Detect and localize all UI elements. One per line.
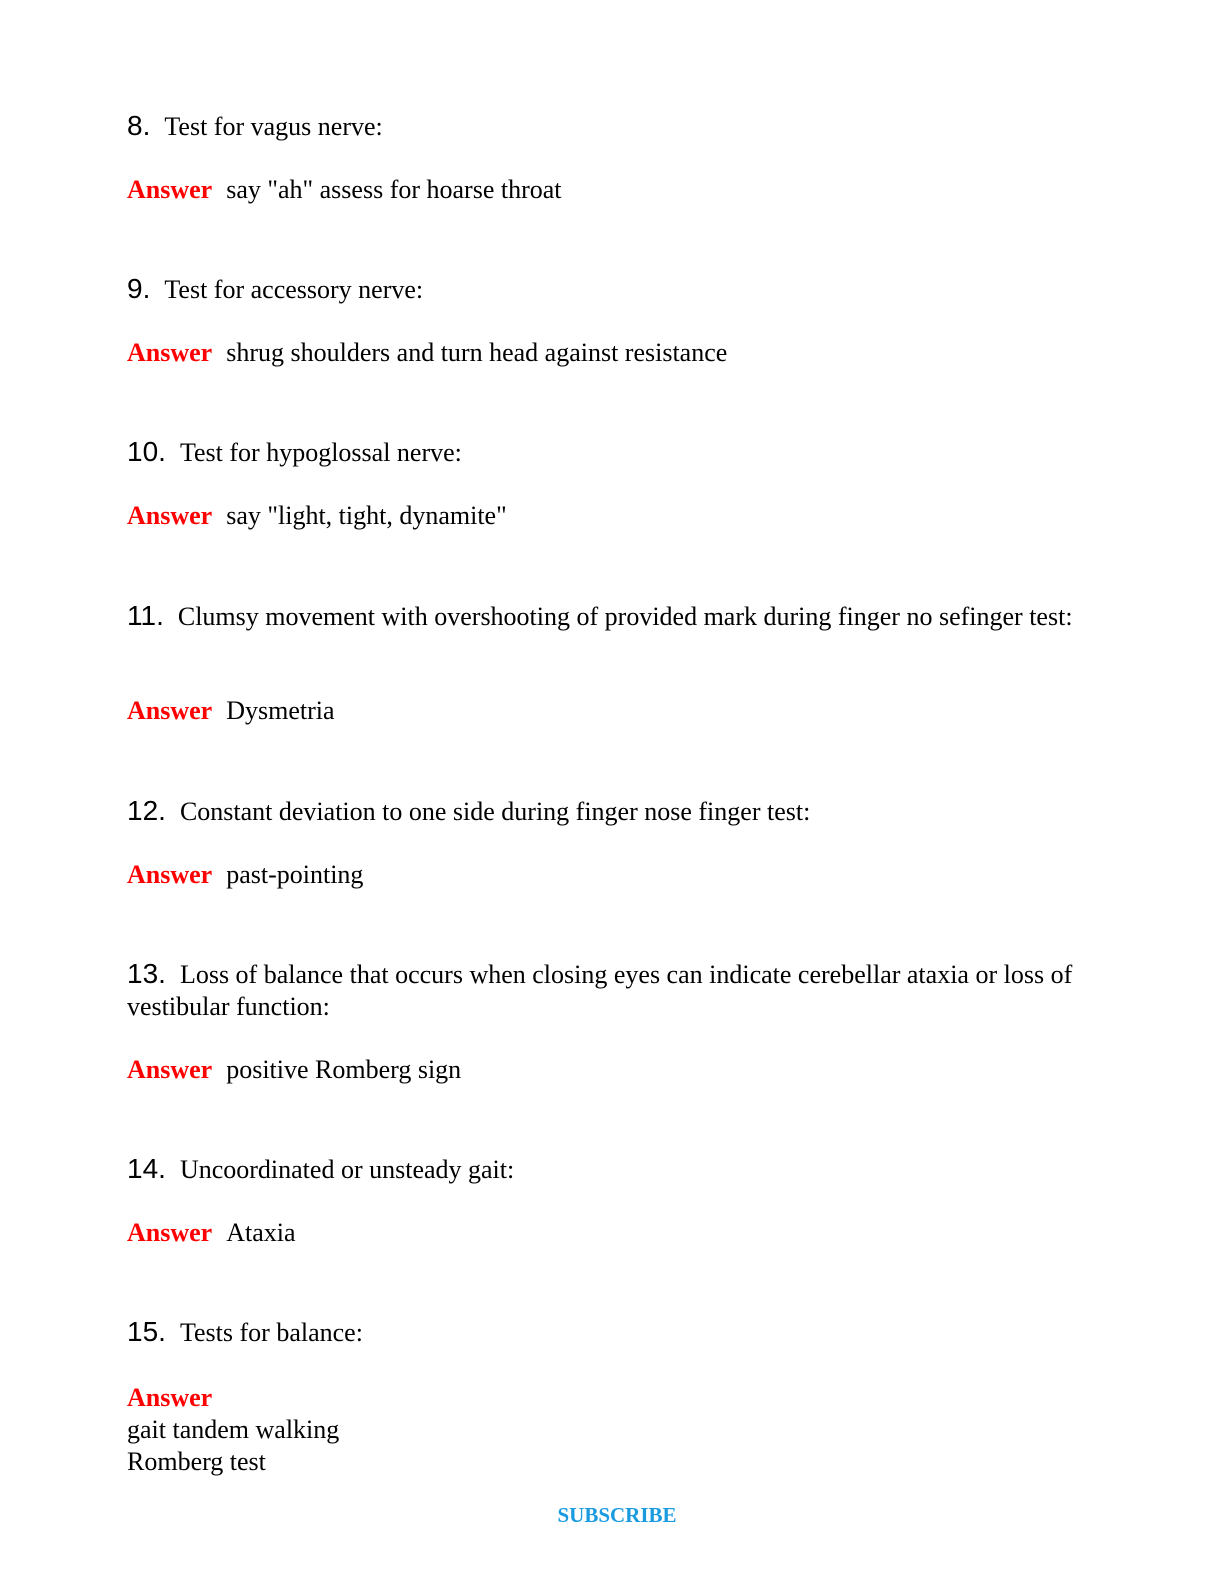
qa-item	[127, 1316, 1112, 1476]
question-number: 14.	[127, 1153, 166, 1184]
question	[127, 110, 1112, 143]
qa-item	[127, 795, 1112, 889]
question-number: 12.	[127, 795, 166, 826]
qa-item	[127, 958, 1112, 1084]
answer-text: past-pointing	[226, 860, 364, 889]
question-number: 8.	[127, 110, 151, 141]
answer-label: Answer	[127, 696, 213, 725]
question-text: Test for hypoglossal nerve:	[179, 438, 462, 467]
answer-label: Answer	[127, 175, 213, 204]
question-text: Loss of balance that occurs when closing eyes can indicate cerebellar ataxia or loss of vestibular function:	[127, 960, 1073, 1021]
question-number: 15.	[127, 1316, 166, 1347]
qa-item	[127, 110, 1112, 204]
answer-label: Answer	[127, 338, 213, 367]
qa-item	[127, 436, 1112, 530]
answer	[127, 1054, 461, 1086]
answer-label: Answer	[127, 501, 213, 530]
answer-label: Answer	[127, 1383, 213, 1412]
question-number: 11.	[127, 600, 164, 631]
answer	[127, 174, 562, 206]
answer-text: Ataxia	[226, 1218, 296, 1247]
answer	[127, 1382, 339, 1478]
question-text: Tests for balance:	[179, 1318, 363, 1347]
answer-label: Answer	[127, 1218, 213, 1247]
question-text: Uncoordinated or unsteady gait:	[179, 1155, 515, 1184]
question-text: Test for accessory nerve:	[164, 275, 424, 304]
question	[127, 436, 1112, 469]
answer	[127, 695, 335, 727]
qa-item	[127, 273, 1112, 367]
question-text: Clumsy movement with overshooting of provided mark during finger no sefinger test:	[177, 602, 1073, 631]
qa-item	[127, 600, 1112, 725]
answer-text: say "ah" assess for hoarse throat	[226, 175, 562, 204]
answer-label: Answer	[127, 1055, 213, 1084]
answer-text: say "light, tight, dynamite"	[226, 501, 507, 530]
answer	[127, 500, 507, 532]
answer-text: positive Romberg sign	[226, 1055, 462, 1084]
answer-text: Dysmetria	[226, 696, 335, 725]
question-number: 10.	[127, 436, 166, 467]
question-text: Test for vagus nerve:	[164, 112, 383, 141]
question	[127, 1316, 1112, 1349]
question-text: Constant deviation to one side during finger nose finger test:	[179, 797, 811, 826]
question-number: 13.	[127, 958, 166, 989]
answer	[127, 859, 363, 891]
answer-text: shrug shoulders and turn head against resistance	[226, 338, 728, 367]
answer-label: Answer	[127, 860, 213, 889]
question	[127, 273, 1112, 306]
answer-line: Romberg test	[127, 1447, 266, 1476]
answer	[127, 337, 727, 369]
question	[127, 1153, 1112, 1186]
subscribe-link[interactable]: SUBSCRIBE	[557, 1503, 677, 1527]
answer-line: gait tandem walking	[127, 1415, 340, 1444]
question	[127, 958, 1112, 1023]
qa-item	[127, 1153, 1112, 1247]
answer	[127, 1217, 296, 1249]
question	[127, 795, 1112, 828]
question-number: 9.	[127, 273, 151, 304]
question	[127, 600, 1112, 633]
